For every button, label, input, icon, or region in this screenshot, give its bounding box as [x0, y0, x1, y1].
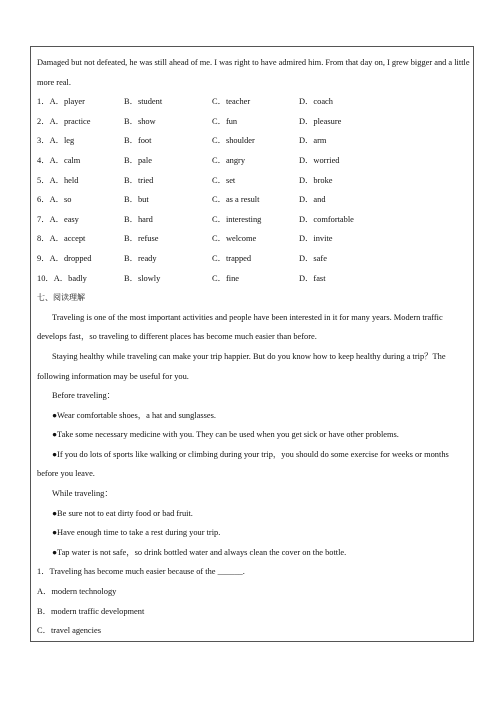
option-d: D．and	[299, 195, 326, 205]
option-d: D．pleasure	[299, 116, 342, 126]
option-c: C．fun	[212, 116, 238, 126]
cloze-option-row	[37, 151, 471, 171]
option-c: C．trapped	[212, 253, 252, 263]
option-c: C．welcome	[212, 234, 257, 244]
answer-option-b: B．modern traffic development	[37, 606, 145, 616]
question-number: 5．	[37, 175, 50, 185]
question-stem: 1．Traveling has become much easier because of the ______.	[37, 567, 245, 577]
reading-paragraph-2-cont: following information may be useful for you.	[37, 371, 189, 381]
option-b: B．slowly	[124, 273, 161, 283]
option-d: D．invite	[299, 234, 333, 244]
option-a: A．easy	[49, 214, 79, 224]
question-number: 1．	[37, 97, 50, 107]
document-content	[37, 53, 471, 641]
cloze-option-row	[37, 171, 471, 191]
reading-paragraph-1: Traveling is one of the most important activities and people have been interested in it for many years. Modern traffic	[52, 312, 443, 322]
cloze-options-list	[37, 92, 471, 288]
question-number: 10．	[37, 273, 54, 283]
question-number: 9．	[37, 253, 50, 263]
option-b: B．foot	[124, 136, 152, 146]
option-b: B．tried	[124, 175, 154, 185]
option-c: C．set	[212, 175, 236, 185]
option-c: C．as a result	[212, 195, 260, 205]
option-a: A．accept	[49, 234, 86, 244]
option-a: A．so	[49, 195, 72, 205]
bullet-item: ●Have enough time to take a rest during your trip.	[52, 528, 221, 538]
cloze-option-row	[37, 190, 471, 210]
bullet-item: ●Be sure not to eat dirty food or bad fruit.	[52, 508, 193, 518]
question-number: 6．	[37, 195, 50, 205]
reading-paragraph-1-cont: develops fast，so traveling to different places has become much easier than before.	[37, 332, 317, 342]
while-traveling-heading: While traveling：	[52, 489, 113, 499]
option-c: C．angry	[212, 155, 246, 165]
option-a: A．practice	[49, 116, 91, 126]
option-b: B．hard	[124, 214, 153, 224]
cloze-option-row	[37, 229, 471, 249]
option-a: A．calm	[49, 155, 81, 165]
bullet-item-cont: before you leave.	[37, 469, 95, 479]
option-d: D．safe	[299, 253, 327, 263]
option-d: D．coach	[299, 97, 333, 107]
option-a: A．held	[49, 175, 79, 185]
option-c: C．shoulder	[212, 136, 255, 146]
option-d: D．comfortable	[299, 214, 354, 224]
answer-option-a: A．modern technology	[37, 587, 117, 597]
question-number: 8．	[37, 234, 50, 244]
cloze-option-row	[37, 92, 471, 112]
bullet-item: ●If you do lots of sports like walking or climbing during your trip，you should do some exercise for weeks or months	[52, 449, 449, 459]
option-a: A．player	[49, 97, 85, 107]
option-b: B．show	[124, 116, 156, 126]
option-a: A．badly	[53, 273, 87, 283]
cloze-option-row	[37, 269, 471, 289]
cloze-option-row	[37, 210, 471, 230]
option-d: D．broke	[299, 175, 333, 185]
cloze-option-row	[37, 249, 471, 269]
bullet-item: ●Take some necessary medicine with you. They can be used when you get sick or have other problems.	[52, 430, 399, 440]
option-d: D．worried	[299, 155, 340, 165]
option-b: B．refuse	[124, 234, 159, 244]
option-c: C．interesting	[212, 214, 262, 224]
option-a: A．leg	[49, 136, 75, 146]
question-number: 7．	[37, 214, 50, 224]
question-number: 2．	[37, 116, 50, 126]
cloze-option-row	[37, 131, 471, 151]
question-number: 4．	[37, 155, 50, 165]
question-number: 3．	[37, 136, 50, 146]
reading-paragraph-2: Staying healthy while traveling can make your trip happier. But do you know how to keep healthy during a trip？The	[52, 351, 446, 361]
option-c: C．teacher	[212, 97, 251, 107]
option-c: C．fine	[212, 273, 239, 283]
answer-option-c: C．travel agencies	[37, 626, 101, 636]
option-d: D．fast	[299, 273, 326, 283]
option-b: B．student	[124, 97, 163, 107]
intro-paragraph: Damaged but not defeated, he was still ahead of me. I was right to have admired him. From that day on, I grew bigger and a little more real.	[37, 58, 470, 87]
option-b: B．but	[124, 195, 149, 205]
cloze-option-row	[37, 112, 471, 132]
before-traveling-heading: Before traveling：	[52, 391, 116, 401]
section-title: 七、阅读理解	[37, 293, 85, 303]
option-b: B．ready	[124, 253, 157, 263]
option-a: A．dropped	[49, 253, 92, 263]
option-d: D．arm	[299, 136, 327, 146]
bullet-item: ●Wear comfortable shoes，a hat and sunglasses.	[52, 410, 216, 420]
option-b: B．pale	[124, 155, 152, 165]
bullet-item: ●Tap water is not safe，so drink bottled water and always clean the cover on the bottle.	[52, 547, 347, 557]
